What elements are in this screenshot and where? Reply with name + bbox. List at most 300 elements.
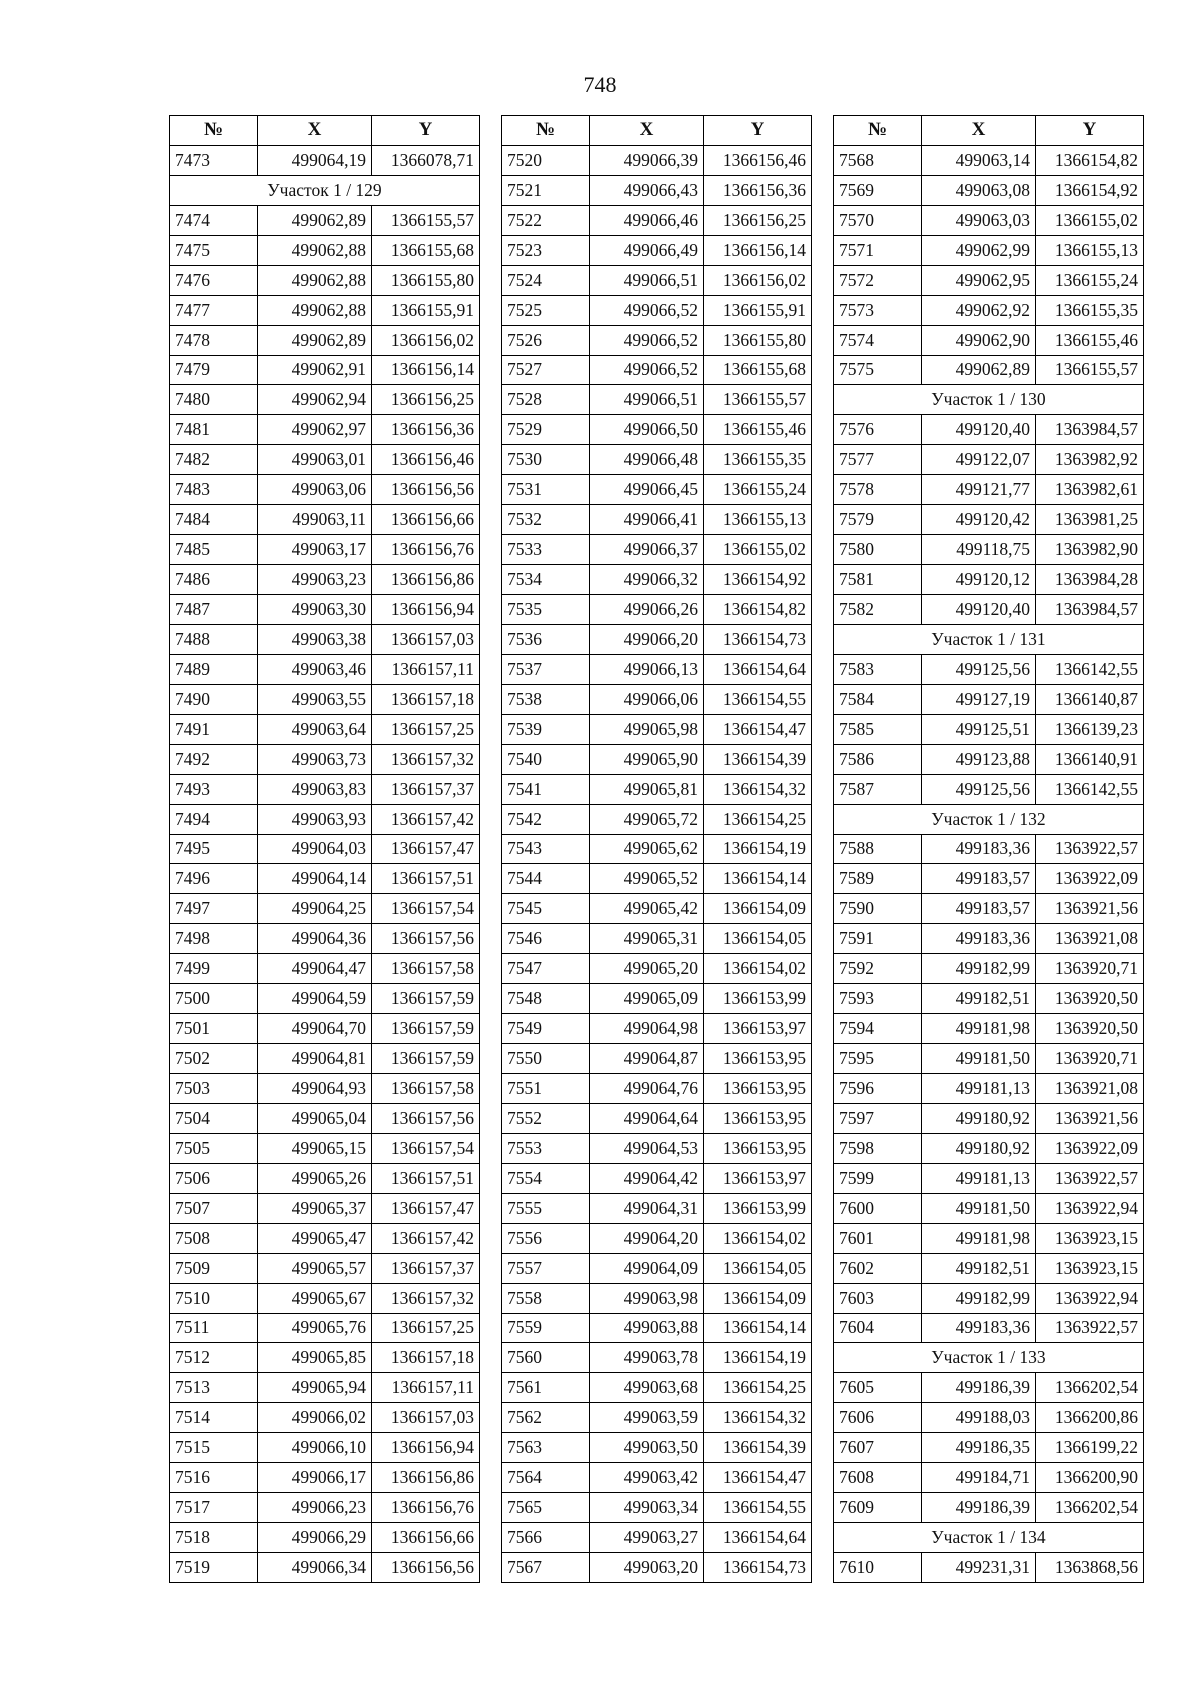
table-row: [170, 1163, 480, 1193]
point-number: 7581: [834, 565, 922, 595]
point-number: 7560: [502, 1343, 590, 1373]
x-coordinate: 499065,57: [258, 1253, 372, 1283]
table-row: [834, 1283, 1144, 1313]
table-row: [170, 1223, 480, 1253]
table-row: [170, 1283, 480, 1313]
y-coordinate: 1366202,54: [1036, 1373, 1144, 1403]
point-number: 7530: [502, 445, 590, 475]
section-row: [834, 624, 1144, 654]
x-coordinate: 499062,99: [922, 235, 1036, 265]
table-row: [170, 654, 480, 684]
x-coordinate: 499066,10: [258, 1433, 372, 1463]
x-coordinate: 499062,89: [258, 325, 372, 355]
table-row: [502, 1283, 812, 1313]
point-number: 7514: [170, 1403, 258, 1433]
y-coordinate: 1366154,82: [1036, 145, 1144, 175]
y-coordinate: 1363922,09: [1036, 864, 1144, 894]
point-number: 7481: [170, 415, 258, 445]
table-row: [834, 774, 1144, 804]
table-row: [834, 684, 1144, 714]
x-coordinate: 499065,04: [258, 1103, 372, 1133]
x-coordinate: 499064,03: [258, 834, 372, 864]
point-number: 7557: [502, 1253, 590, 1283]
table-row: [834, 1433, 1144, 1463]
y-coordinate: 1366156,36: [704, 175, 812, 205]
table-row: [170, 864, 480, 894]
point-number: 7566: [502, 1523, 590, 1553]
y-coordinate: 1366154,02: [704, 954, 812, 984]
point-number: 7474: [170, 205, 258, 235]
point-number: 7477: [170, 295, 258, 325]
section-title: Участок 1 / 132: [834, 804, 1144, 834]
y-coordinate: 1366200,86: [1036, 1403, 1144, 1433]
table-row: [170, 205, 480, 235]
x-coordinate: 499064,87: [590, 1044, 704, 1074]
table-row: [170, 535, 480, 565]
y-coordinate: 1363922,57: [1036, 1163, 1144, 1193]
y-coordinate: 1366156,94: [372, 1433, 480, 1463]
table-row: [502, 1493, 812, 1523]
point-number: 7565: [502, 1493, 590, 1523]
y-coordinate: 1366157,54: [372, 1133, 480, 1163]
point-number: 7499: [170, 954, 258, 984]
x-coordinate: 499186,35: [922, 1433, 1036, 1463]
x-coordinate: 499182,51: [922, 1253, 1036, 1283]
x-coordinate: 499064,25: [258, 894, 372, 924]
x-coordinate: 499066,39: [590, 145, 704, 175]
point-number: 7540: [502, 744, 590, 774]
section-title: Участок 1 / 130: [834, 385, 1144, 415]
x-coordinate: 499066,51: [590, 385, 704, 415]
point-number: 7550: [502, 1044, 590, 1074]
y-coordinate: 1366154,47: [704, 714, 812, 744]
point-number: 7573: [834, 295, 922, 325]
table-row: [170, 355, 480, 385]
y-coordinate: 1363923,15: [1036, 1253, 1144, 1283]
y-coordinate: 1363921,08: [1036, 924, 1144, 954]
x-coordinate: 499063,98: [590, 1283, 704, 1313]
x-coordinate: 499120,42: [922, 505, 1036, 535]
table-row: [834, 355, 1144, 385]
x-coordinate: 499063,73: [258, 744, 372, 774]
table-row: [834, 505, 1144, 535]
y-coordinate: 1366157,42: [372, 804, 480, 834]
x-coordinate: 499063,64: [258, 714, 372, 744]
y-coordinate: 1366153,95: [704, 1103, 812, 1133]
y-coordinate: 1363921,56: [1036, 1103, 1144, 1133]
x-coordinate: 499066,43: [590, 175, 704, 205]
table-row: [834, 744, 1144, 774]
section-title: Участок 1 / 134: [834, 1523, 1144, 1553]
section-title: Участок 1 / 129: [170, 175, 480, 205]
x-coordinate: 499063,42: [590, 1463, 704, 1493]
y-coordinate: 1363982,92: [1036, 445, 1144, 475]
point-number: 7604: [834, 1313, 922, 1343]
x-coordinate: 499063,30: [258, 595, 372, 625]
page-number: 748: [583, 72, 617, 97]
header-row: [834, 116, 1144, 146]
table-row: [502, 1523, 812, 1553]
y-coordinate: 1366154,19: [704, 1343, 812, 1373]
table-row: [170, 1373, 480, 1403]
x-coordinate: 499062,90: [922, 325, 1036, 355]
y-coordinate: 1366155,35: [704, 445, 812, 475]
x-coordinate: 499064,93: [258, 1074, 372, 1104]
x-coordinate: 499063,55: [258, 684, 372, 714]
y-coordinate: 1366154,73: [704, 624, 812, 654]
table-row: [170, 894, 480, 924]
x-coordinate: 499066,45: [590, 475, 704, 505]
x-coordinate: 499063,20: [590, 1553, 704, 1583]
table-row: [834, 1133, 1144, 1163]
y-coordinate: 1366154,02: [704, 1223, 812, 1253]
table-row: [502, 325, 812, 355]
point-number: 7532: [502, 505, 590, 535]
y-coordinate: 1366157,47: [372, 1193, 480, 1223]
point-number: 7591: [834, 924, 922, 954]
point-number: 7476: [170, 265, 258, 295]
table-row: [502, 175, 812, 205]
point-number: 7494: [170, 804, 258, 834]
x-coordinate: 499125,56: [922, 654, 1036, 684]
x-coordinate: 499062,91: [258, 355, 372, 385]
y-coordinate: 1366157,32: [372, 1283, 480, 1313]
y-coordinate: 1366157,56: [372, 1103, 480, 1133]
table-row: [502, 654, 812, 684]
section-row: [834, 385, 1144, 415]
point-number: 7554: [502, 1163, 590, 1193]
point-number: 7483: [170, 475, 258, 505]
y-coordinate: 1366154,25: [704, 1373, 812, 1403]
point-number: 7572: [834, 265, 922, 295]
point-number: 7529: [502, 415, 590, 445]
y-coordinate: 1366157,18: [372, 684, 480, 714]
point-number: 7523: [502, 235, 590, 265]
y-coordinate: 1366155,46: [1036, 325, 1144, 355]
point-number: 7504: [170, 1103, 258, 1133]
table-row: [834, 1044, 1144, 1074]
point-number: 7517: [170, 1493, 258, 1523]
y-coordinate: 1366154,55: [704, 684, 812, 714]
x-coordinate: 499065,94: [258, 1373, 372, 1403]
x-coordinate: 499062,88: [258, 235, 372, 265]
x-coordinate: 499184,71: [922, 1463, 1036, 1493]
x-coordinate: 499125,51: [922, 714, 1036, 744]
x-coordinate: 499062,92: [922, 295, 1036, 325]
y-coordinate: 1366157,47: [372, 834, 480, 864]
y-coordinate: 1366156,76: [372, 1493, 480, 1523]
y-coordinate: 1366156,56: [372, 1553, 480, 1583]
y-coordinate: 1366155,02: [704, 535, 812, 565]
table-row: [502, 295, 812, 325]
table-row: [834, 714, 1144, 744]
x-coordinate: 499066,50: [590, 415, 704, 445]
header-num: №: [170, 116, 258, 146]
y-coordinate: 1366153,97: [704, 1014, 812, 1044]
table-row: [502, 1103, 812, 1133]
table-row: [834, 1373, 1144, 1403]
point-number: 7553: [502, 1133, 590, 1163]
table-row: [834, 415, 1144, 445]
table-row: [170, 505, 480, 535]
x-coordinate: 499121,77: [922, 475, 1036, 505]
table-row: [170, 1133, 480, 1163]
y-coordinate: 1366156,66: [372, 1523, 480, 1553]
table-row: [170, 744, 480, 774]
y-coordinate: 1366157,18: [372, 1343, 480, 1373]
y-coordinate: 1366156,02: [704, 265, 812, 295]
table-row: [502, 804, 812, 834]
table-row: [502, 1433, 812, 1463]
point-number: 7507: [170, 1193, 258, 1223]
header-y: Y: [1036, 116, 1144, 146]
table-row: [834, 1223, 1144, 1253]
y-coordinate: 1363981,25: [1036, 505, 1144, 535]
y-coordinate: 1366157,25: [372, 714, 480, 744]
table-row: [170, 774, 480, 804]
y-coordinate: 1363920,50: [1036, 984, 1144, 1014]
point-number: 7610: [834, 1553, 922, 1583]
x-coordinate: 499183,36: [922, 924, 1036, 954]
y-coordinate: 1366156,25: [372, 385, 480, 415]
point-number: 7577: [834, 445, 922, 475]
point-number: 7537: [502, 654, 590, 684]
table-row: [834, 295, 1144, 325]
point-number: 7502: [170, 1044, 258, 1074]
table-row: [502, 954, 812, 984]
point-number: 7569: [834, 175, 922, 205]
point-number: 7519: [170, 1553, 258, 1583]
table-row: [170, 684, 480, 714]
y-coordinate: 1366156,14: [704, 235, 812, 265]
point-number: 7526: [502, 325, 590, 355]
x-coordinate: 499181,13: [922, 1074, 1036, 1104]
table-row: [834, 1074, 1144, 1104]
y-coordinate: 1363868,56: [1036, 1553, 1144, 1583]
x-coordinate: 499063,93: [258, 804, 372, 834]
table-row: [834, 954, 1144, 984]
x-coordinate: 499064,59: [258, 984, 372, 1014]
point-number: 7503: [170, 1074, 258, 1104]
y-coordinate: 1366157,59: [372, 1014, 480, 1044]
point-number: 7598: [834, 1133, 922, 1163]
table-row: [502, 1373, 812, 1403]
x-coordinate: 499065,81: [590, 774, 704, 804]
y-coordinate: 1366157,37: [372, 774, 480, 804]
table-row: [170, 475, 480, 505]
x-coordinate: 499064,47: [258, 954, 372, 984]
y-coordinate: 1366154,47: [704, 1463, 812, 1493]
y-coordinate: 1363984,57: [1036, 595, 1144, 625]
section-row: [170, 175, 480, 205]
x-coordinate: 499065,72: [590, 804, 704, 834]
point-number: 7552: [502, 1103, 590, 1133]
point-number: 7515: [170, 1433, 258, 1463]
x-coordinate: 499062,88: [258, 295, 372, 325]
x-coordinate: 499182,99: [922, 1283, 1036, 1313]
point-number: 7600: [834, 1193, 922, 1223]
point-number: 7556: [502, 1223, 590, 1253]
point-number: 7501: [170, 1014, 258, 1044]
table-row: [834, 235, 1144, 265]
y-coordinate: 1366155,02: [1036, 205, 1144, 235]
point-number: 7593: [834, 984, 922, 1014]
point-number: 7534: [502, 565, 590, 595]
y-coordinate: 1366156,56: [372, 475, 480, 505]
point-number: 7563: [502, 1433, 590, 1463]
x-coordinate: 499183,36: [922, 1313, 1036, 1343]
x-coordinate: 499063,34: [590, 1493, 704, 1523]
point-number: 7520: [502, 145, 590, 175]
table-row: [502, 205, 812, 235]
point-number: 7558: [502, 1283, 590, 1313]
point-number: 7605: [834, 1373, 922, 1403]
point-number: 7582: [834, 595, 922, 625]
x-coordinate: 499066,41: [590, 505, 704, 535]
table-row: [502, 1403, 812, 1433]
table-row: [502, 445, 812, 475]
x-coordinate: 499063,27: [590, 1523, 704, 1553]
point-number: 7533: [502, 535, 590, 565]
x-coordinate: 499062,89: [922, 355, 1036, 385]
point-number: 7489: [170, 654, 258, 684]
table-row: [170, 804, 480, 834]
table-row: [502, 565, 812, 595]
y-coordinate: 1366156,76: [372, 535, 480, 565]
x-coordinate: 499065,98: [590, 714, 704, 744]
y-coordinate: 1366157,25: [372, 1313, 480, 1343]
x-coordinate: 499063,83: [258, 774, 372, 804]
point-number: 7490: [170, 684, 258, 714]
point-number: 7597: [834, 1103, 922, 1133]
table-row: [834, 864, 1144, 894]
point-number: 7475: [170, 235, 258, 265]
point-number: 7596: [834, 1074, 922, 1104]
y-coordinate: 1363982,90: [1036, 535, 1144, 565]
table-row: [170, 954, 480, 984]
table-row: [170, 624, 480, 654]
x-coordinate: 499064,53: [590, 1133, 704, 1163]
y-coordinate: 1366157,51: [372, 864, 480, 894]
x-coordinate: 499065,42: [590, 894, 704, 924]
table-row: [170, 1044, 480, 1074]
table-row: [170, 1103, 480, 1133]
table-row: [502, 774, 812, 804]
x-coordinate: 499063,78: [590, 1343, 704, 1373]
table-row: [834, 894, 1144, 924]
y-coordinate: 1366157,58: [372, 954, 480, 984]
y-coordinate: 1366154,39: [704, 744, 812, 774]
table-row: [170, 1343, 480, 1373]
table-row: [170, 445, 480, 475]
x-coordinate: 499181,13: [922, 1163, 1036, 1193]
x-coordinate: 499066,26: [590, 595, 704, 625]
point-number: 7609: [834, 1493, 922, 1523]
y-coordinate: 1366202,54: [1036, 1493, 1144, 1523]
x-coordinate: 499064,14: [258, 864, 372, 894]
x-coordinate: 499066,37: [590, 535, 704, 565]
table-row: [502, 744, 812, 774]
point-number: 7608: [834, 1463, 922, 1493]
y-coordinate: 1366154,64: [704, 654, 812, 684]
table-row: [502, 265, 812, 295]
x-coordinate: 499065,20: [590, 954, 704, 984]
table-row: [502, 684, 812, 714]
y-coordinate: 1366140,91: [1036, 744, 1144, 774]
table-row: [502, 624, 812, 654]
x-coordinate: 499065,37: [258, 1193, 372, 1223]
y-coordinate: 1363984,57: [1036, 415, 1144, 445]
point-number: 7585: [834, 714, 922, 744]
table-row: [834, 265, 1144, 295]
point-number: 7488: [170, 624, 258, 654]
x-coordinate: 499181,98: [922, 1223, 1036, 1253]
x-coordinate: 499064,31: [590, 1193, 704, 1223]
y-coordinate: 1366156,25: [704, 205, 812, 235]
header-y: Y: [372, 116, 480, 146]
table-row: [834, 1014, 1144, 1044]
x-coordinate: 499063,08: [922, 175, 1036, 205]
point-number: 7590: [834, 894, 922, 924]
y-coordinate: 1363920,71: [1036, 1044, 1144, 1074]
header-row: [170, 116, 480, 146]
point-number: 7511: [170, 1313, 258, 1343]
point-number: 7603: [834, 1283, 922, 1313]
coordinates-table-2: [501, 115, 812, 1583]
point-number: 7543: [502, 834, 590, 864]
table-row: [834, 834, 1144, 864]
x-coordinate: 499063,88: [590, 1313, 704, 1343]
y-coordinate: 1366154,39: [704, 1433, 812, 1463]
x-coordinate: 499066,34: [258, 1553, 372, 1583]
table-row: [502, 355, 812, 385]
y-coordinate: 1366154,55: [704, 1493, 812, 1523]
point-number: 7509: [170, 1253, 258, 1283]
point-number: 7561: [502, 1373, 590, 1403]
y-coordinate: 1366156,46: [372, 445, 480, 475]
point-number: 7564: [502, 1463, 590, 1493]
header-x: X: [590, 116, 704, 146]
table-row: [502, 894, 812, 924]
x-coordinate: 499063,17: [258, 535, 372, 565]
table-row: [834, 1463, 1144, 1493]
table-row: [170, 1553, 480, 1583]
table-row: [502, 235, 812, 265]
point-number: 7479: [170, 355, 258, 385]
y-coordinate: 1366154,64: [704, 1523, 812, 1553]
y-coordinate: 1363920,50: [1036, 1014, 1144, 1044]
table-row: [502, 145, 812, 175]
x-coordinate: 499065,67: [258, 1283, 372, 1313]
point-number: 7601: [834, 1223, 922, 1253]
x-coordinate: 499065,26: [258, 1163, 372, 1193]
y-coordinate: 1366157,56: [372, 924, 480, 954]
y-coordinate: 1366139,23: [1036, 714, 1144, 744]
table-row: [170, 1014, 480, 1044]
x-coordinate: 499063,06: [258, 475, 372, 505]
point-number: 7541: [502, 774, 590, 804]
point-number: 7575: [834, 355, 922, 385]
header-row: [502, 116, 812, 146]
x-coordinate: 499181,50: [922, 1193, 1036, 1223]
point-number: 7571: [834, 235, 922, 265]
y-coordinate: 1366157,37: [372, 1253, 480, 1283]
y-coordinate: 1363922,94: [1036, 1193, 1144, 1223]
table-row: [502, 1014, 812, 1044]
x-coordinate: 499186,39: [922, 1373, 1036, 1403]
section-row: [834, 804, 1144, 834]
x-coordinate: 499182,99: [922, 954, 1036, 984]
